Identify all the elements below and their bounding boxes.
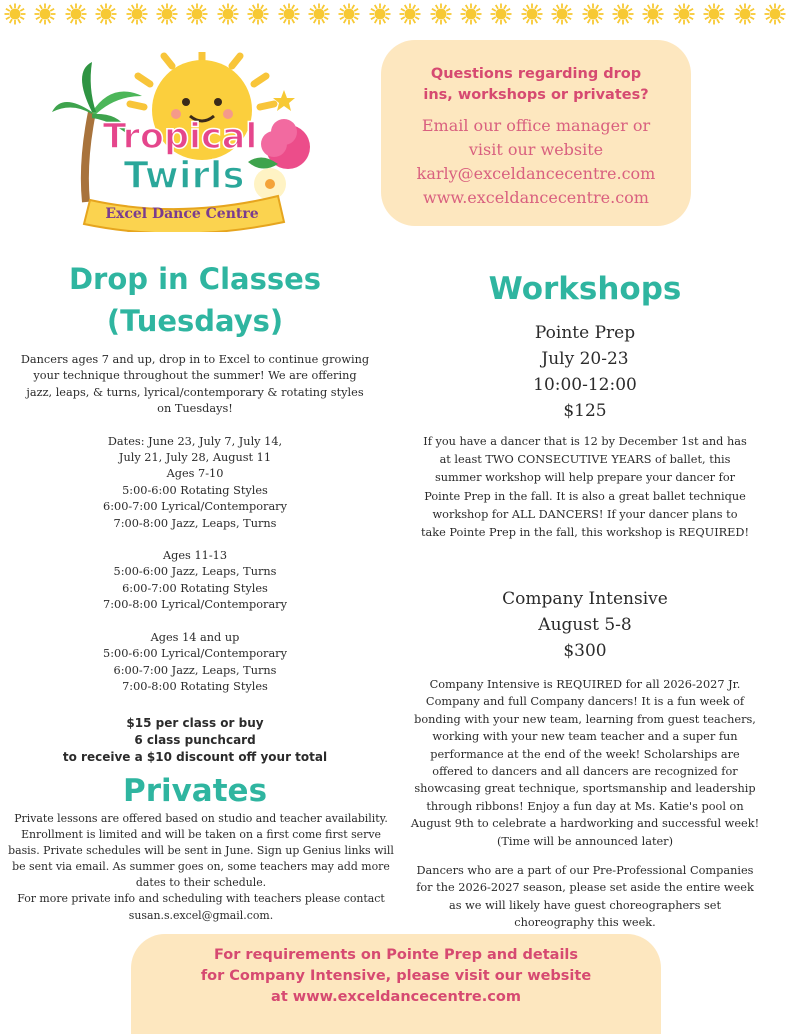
drop-in-title-line: (Tuesdays) bbox=[106, 304, 284, 338]
note-line: as we will likely have guest choreographers set bbox=[449, 898, 721, 912]
age-group-label: Ages 11-13 bbox=[162, 549, 228, 563]
contact-box bbox=[381, 40, 691, 226]
sun-icon bbox=[156, 3, 178, 25]
star-icon bbox=[273, 90, 295, 111]
contact-heading-line: Questions regarding drop bbox=[430, 66, 642, 82]
workshops-title: Workshops bbox=[488, 271, 682, 307]
pointe-prep-price: $125 bbox=[563, 401, 607, 421]
price-line: to receive a $10 discount off your total bbox=[62, 750, 328, 764]
class-time: 6:00-7:00 Lyrical/Contemporary bbox=[103, 500, 287, 514]
class-time: 5:00-6:00 Jazz, Leaps, Turns bbox=[113, 565, 277, 579]
note-line: choreography this week. bbox=[514, 916, 656, 930]
intro-line: your technique throughout the summer! We are offering bbox=[33, 369, 357, 383]
description-line: August 9th to celebrate a hardworking and successful week! bbox=[410, 817, 760, 831]
pointe-prep-description bbox=[403, 433, 767, 542]
privates-line: basis. Private schedules will be sent in June. Sign up Genius links will bbox=[8, 844, 394, 858]
tropical-twirls-logo bbox=[52, 52, 310, 232]
description-line: offered to dancers and all dancers are recognized for bbox=[432, 765, 738, 779]
contact-line: Email our office manager or bbox=[421, 116, 651, 135]
footer-line: For requirements on Pointe Prep and details bbox=[213, 947, 579, 963]
pointe-prep-name: Pointe Prep bbox=[534, 323, 636, 343]
drop-in-title bbox=[30, 258, 360, 342]
contact-website-link[interactable]: www.exceldancecentre.com bbox=[423, 188, 649, 207]
privates-line: Enrollment is limited and will be taken on a first come first serve bbox=[21, 828, 381, 842]
pointe-prep-info bbox=[480, 320, 690, 424]
price-line: $15 per class or buy bbox=[126, 716, 264, 730]
sun-icon bbox=[338, 3, 360, 25]
privates-line: be sent via email. As summer goes on, some teachers may add more bbox=[12, 860, 390, 874]
sun-icon bbox=[703, 3, 725, 25]
age-group-label: Ages 14 and up bbox=[150, 630, 240, 644]
pointe-prep-dates: July 20-23 bbox=[541, 349, 629, 369]
privates-line: Private lessons are offered based on studio and teacher availability. bbox=[14, 812, 388, 825]
sun-icon bbox=[612, 3, 634, 25]
sun-icon bbox=[186, 3, 208, 25]
dates-line: July 21, July 28, August 11 bbox=[118, 451, 272, 465]
class-time: 7:00-8:00 Lyrical/Contemporary bbox=[103, 598, 287, 612]
sun-icon bbox=[399, 3, 421, 25]
price-line: 6 class punchcard bbox=[134, 733, 256, 747]
note-line: Dancers who are a part of our Pre-Professional Companies bbox=[416, 864, 754, 877]
logo-word-twirls: Twirls bbox=[123, 154, 245, 197]
class-time: 6:00-7:00 Jazz, Leaps, Turns bbox=[113, 663, 277, 677]
drop-in-price bbox=[20, 715, 370, 766]
sun-icon bbox=[369, 3, 391, 25]
description-line: working with your new team teacher and a super fun bbox=[432, 730, 738, 744]
intro-line: Dancers ages 7 and up, drop in to Excel to continue growing bbox=[20, 353, 370, 366]
sun-icon bbox=[582, 3, 604, 25]
contact-email-link[interactable]: karly@exceldancecentre.com bbox=[416, 164, 656, 183]
description-line: at least TWO CONSECUTIVE YEARS of ballet, this bbox=[439, 453, 731, 467]
sun-icon bbox=[308, 3, 330, 25]
privates-details bbox=[4, 811, 398, 924]
privates-line: For more private info and scheduling with teachers please contact bbox=[17, 892, 385, 906]
sun-icon bbox=[673, 3, 695, 25]
sun-icon bbox=[95, 3, 117, 25]
class-time: 5:00-6:00 Lyrical/Contemporary bbox=[103, 647, 287, 661]
description-line: Company and full Company dancers! It is a fun week of bbox=[425, 695, 745, 709]
description-line: showcasing great technique, sportsmanship and leadership bbox=[414, 782, 756, 796]
intensive-dates: August 5-8 bbox=[538, 615, 632, 635]
pointe-prep-time: 10:00-12:00 bbox=[533, 375, 637, 395]
logo-word-tropical: Tropical bbox=[102, 117, 258, 157]
sun-icon bbox=[764, 3, 786, 25]
privates-line: dates to their schedule. bbox=[135, 876, 267, 890]
description-line: workshop for ALL DANCERS! If your dancer plans to bbox=[432, 507, 738, 521]
description-line: summer workshop will help prepare your dancer for bbox=[434, 471, 736, 485]
description-line: bonding with your new team, learning from guest teachers, bbox=[414, 712, 756, 726]
class-time: 6:00-7:00 Rotating Styles bbox=[122, 581, 268, 595]
contact-line: visit our website bbox=[468, 140, 604, 159]
sun-icon bbox=[278, 3, 300, 25]
description-line: Company Intensive is REQUIRED for all 2026-2027 Jr. bbox=[429, 678, 741, 691]
class-time: 7:00-8:00 Jazz, Leaps, Turns bbox=[113, 516, 277, 530]
intro-line: jazz, leaps, & turns, lyrical/contemporary & rotating styles bbox=[26, 385, 364, 399]
class-time: 5:00-6:00 Rotating Styles bbox=[122, 483, 268, 497]
sun-icon bbox=[642, 3, 664, 25]
sun-icon bbox=[65, 3, 87, 25]
sun-icon bbox=[551, 3, 573, 25]
sun-icon bbox=[460, 3, 482, 25]
sun-icon bbox=[247, 3, 269, 25]
pre-professional-note bbox=[400, 862, 770, 932]
sun-icon bbox=[734, 3, 756, 25]
age-group-label: Ages 7-10 bbox=[166, 467, 224, 481]
drop-in-details bbox=[10, 352, 380, 695]
logo-banner-text: Excel Dance Centre bbox=[105, 206, 259, 222]
description-line: through ribbons! Enjoy a fun day at Ms. Katie's pool on bbox=[426, 799, 744, 813]
note-line: for the 2026-2027 season, please set aside the entire week bbox=[416, 881, 754, 895]
drop-in-title-line: Drop in Classes bbox=[68, 262, 322, 296]
dates-line: Dates: June 23, July 7, July 14, bbox=[107, 434, 283, 448]
sun-icon bbox=[521, 3, 543, 25]
sun-icon bbox=[217, 3, 239, 25]
privates-email-link[interactable]: susan.s.excel@gmail.com. bbox=[128, 908, 274, 922]
description-line: take Pointe Prep in the fall, this workshop is REQUIRED! bbox=[420, 526, 750, 540]
description-line: (Time will be announced later) bbox=[496, 834, 673, 848]
sun-icon bbox=[490, 3, 512, 25]
description-line: If you have a dancer that is 12 by December 1st and has bbox=[423, 435, 747, 448]
sun-border bbox=[0, 0, 792, 30]
intro-line: on Tuesdays! bbox=[157, 402, 233, 416]
sun-icon bbox=[126, 3, 148, 25]
sun-icon bbox=[34, 3, 56, 25]
contact-heading-line: ins, workshops or privates? bbox=[423, 87, 649, 103]
description-line: Pointe Prep in the fall. It is also a great ballet technique bbox=[424, 489, 746, 503]
footer-line: for Company Intensive, please visit our website bbox=[200, 968, 592, 984]
footer-website-link[interactable]: at www.exceldancecentre.com bbox=[271, 989, 521, 1005]
sun-icon bbox=[430, 3, 452, 25]
footer-box bbox=[131, 934, 661, 1034]
company-intensive-info bbox=[470, 586, 700, 664]
company-intensive-description bbox=[400, 676, 770, 850]
description-line: performance at the end of the week! Scholarships are bbox=[430, 747, 740, 761]
sun-icon bbox=[4, 3, 26, 25]
class-time: 7:00-8:00 Rotating Styles bbox=[122, 679, 268, 693]
intensive-price: $300 bbox=[563, 641, 607, 661]
privates-title: Privates bbox=[122, 773, 268, 809]
intensive-name: Company Intensive bbox=[502, 589, 668, 609]
